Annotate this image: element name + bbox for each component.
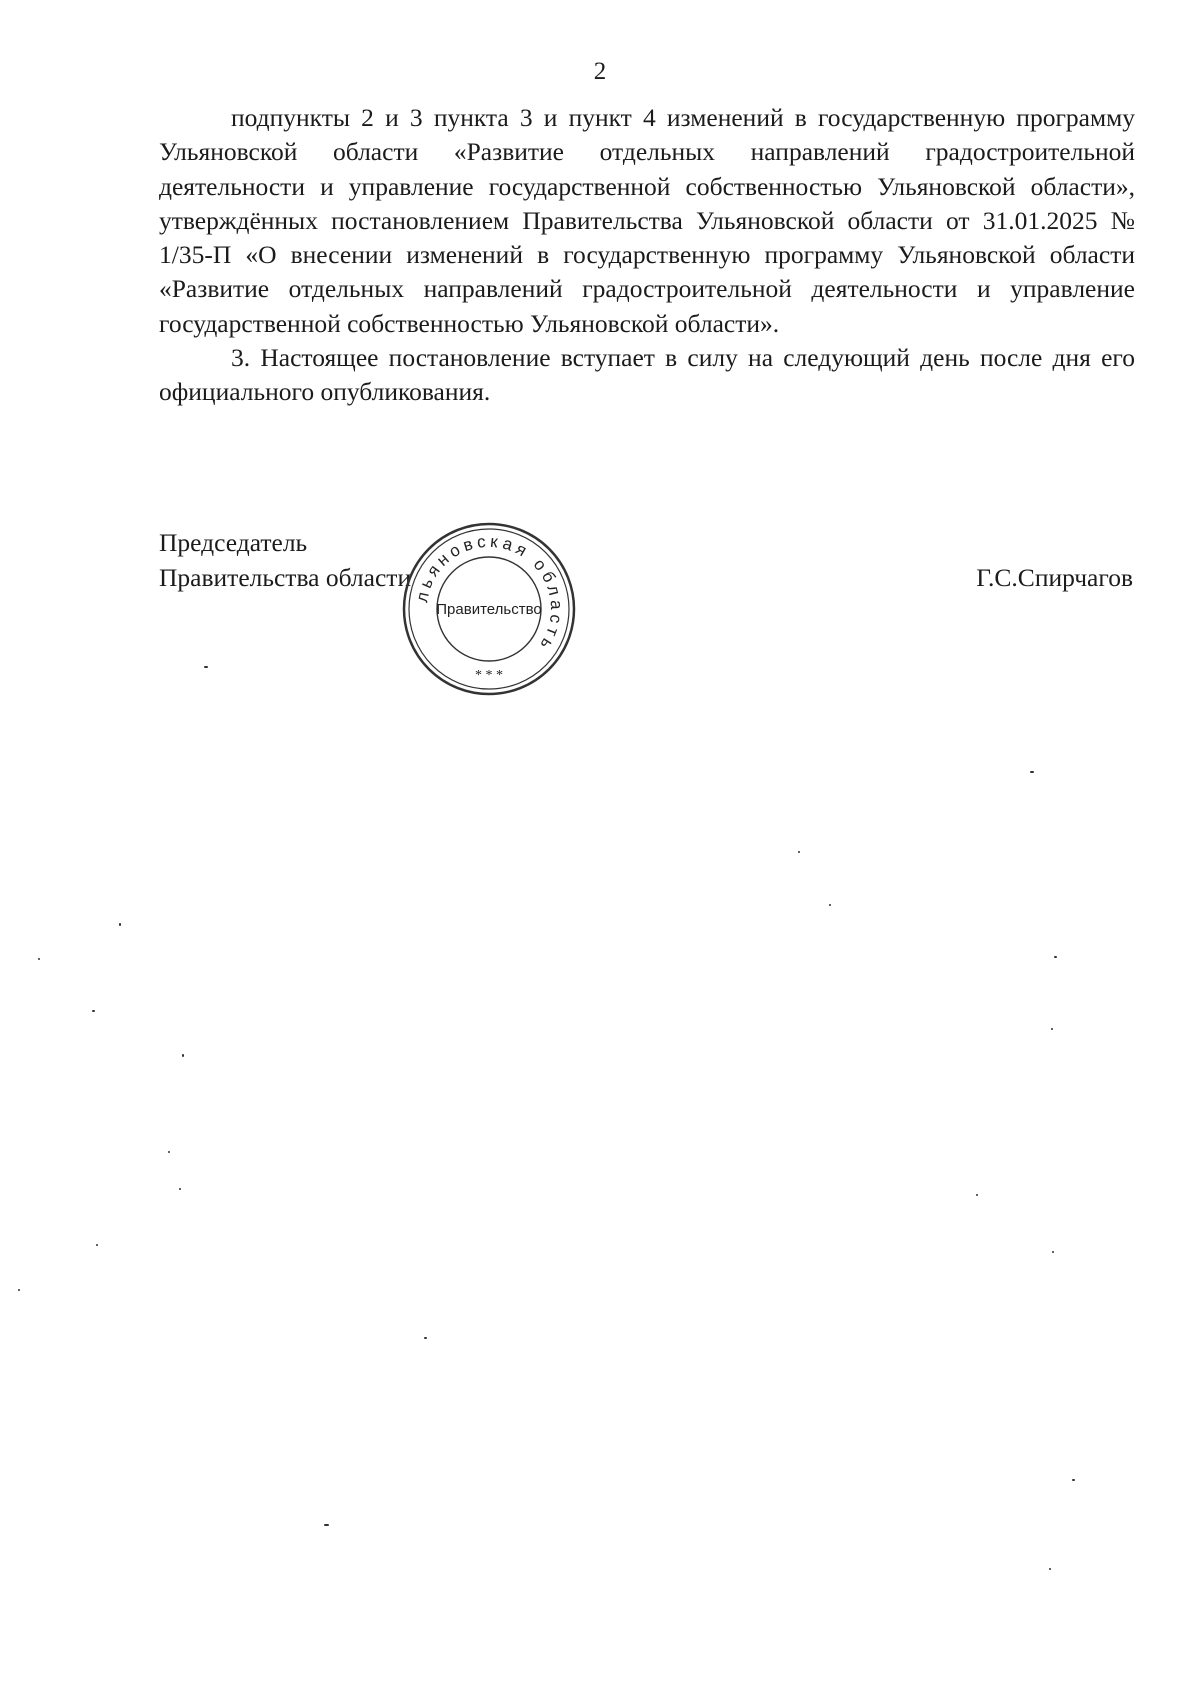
scan-speck	[1030, 771, 1034, 773]
scan-speck	[182, 1054, 184, 1057]
scan-speck	[168, 1151, 170, 1153]
svg-text:Ульяновская область: льяновская область	[412, 531, 567, 657]
scan-speck	[1051, 1028, 1053, 1030]
page-number: 2	[593, 58, 607, 85]
signatory-title-line2: Правительства области	[159, 563, 412, 592]
signatory-name: Г.С.Спирчагов	[976, 563, 1133, 592]
seal-center-text: Правительство	[436, 600, 542, 618]
scan-speck	[92, 1010, 95, 1012]
paragraph-3: 3. Настоящее постановление вступает в силу на следующий день после дня его официального опубликования.	[159, 343, 1135, 407]
scan-speck	[1054, 956, 1057, 958]
scan-speck	[179, 1188, 181, 1190]
scan-speck	[1072, 1479, 1075, 1481]
scan-speck	[829, 904, 831, 906]
scan-speck	[424, 1337, 427, 1339]
scan-speck	[976, 1194, 978, 1196]
scan-speck	[204, 666, 208, 668]
scan-speck	[1049, 1568, 1051, 1570]
svg-text:* * *: * * *	[475, 668, 503, 683]
official-seal	[401, 521, 577, 697]
signatory-title	[159, 525, 411, 595]
scan-speck	[324, 1524, 329, 1526]
scan-speck	[1052, 1251, 1054, 1253]
scan-speck	[96, 1244, 98, 1246]
paragraph-continuation: подпункты 2 и 3 пункта 3 и пункт 4 изменений в государственную программу Ульяновской области «Развитие отдельных направлений градостроительной деятельности и управление государственной собственностью Ульяновской области», утверждённых постановлением Правительства Ульяновской области от 31.01.2025 № 1/35-П «О внесении изменений в государственную программу Ульяновской области «Развитие отдельных направлений градостроительной деятельности и управление государственной собственностью Ульяновской области».	[159, 103, 1135, 338]
document-body	[159, 101, 1135, 410]
scan-speck	[38, 958, 40, 960]
scan-speck	[18, 1289, 20, 1291]
scan-speck	[798, 851, 800, 853]
signatory-title-line1: Председатель	[159, 528, 308, 557]
scan-speck	[119, 923, 121, 926]
